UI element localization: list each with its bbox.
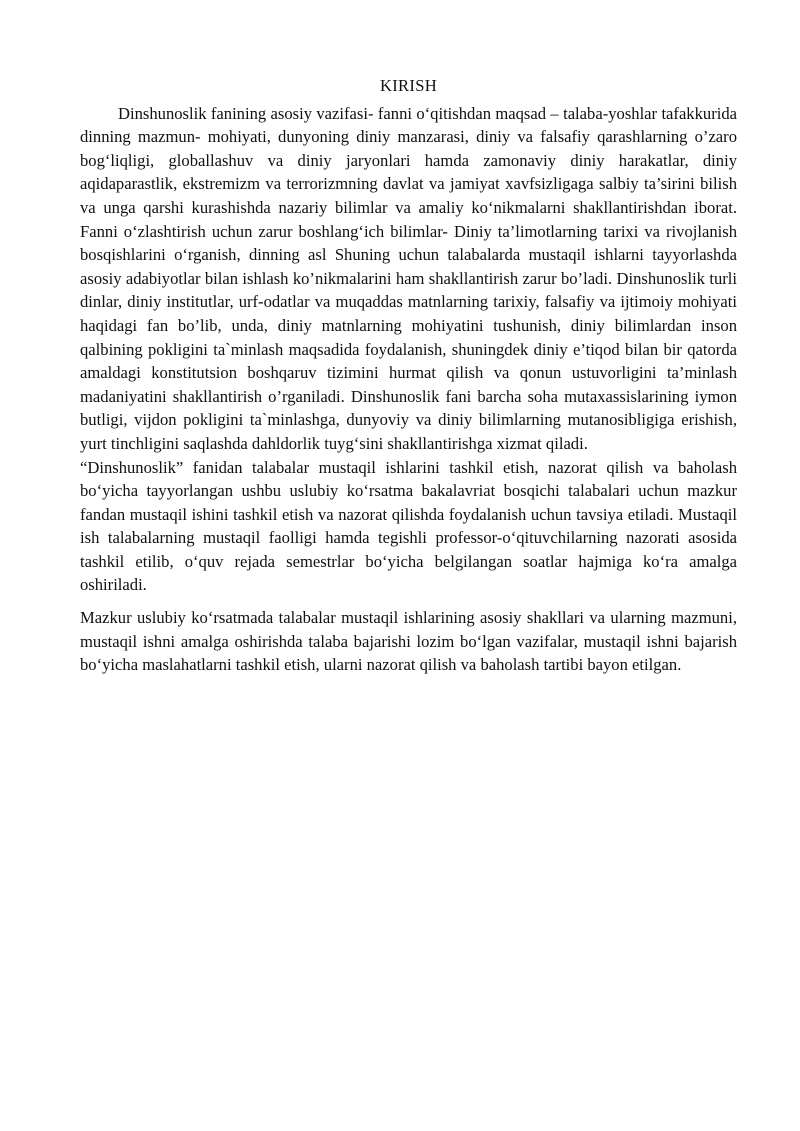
document-body [80,74,737,677]
paragraph-purpose: “Dinshunoslik” fanidan talabalar mustaqil ishlarini tashkil etish, nazorat qilish va baholash bo‘yicha tayyorlangan ushbu uslubiy ko‘rsatma bakalavriat bosqichi talabalari uchun mazkur fandan mustaqil ishini tashkil etish va nazorat qilishda foydalanish uchun tavsiya etiladi. Mustaqil ish talabalarning mustaqil faolligi hamda tegishli professor-o‘qituvchilarning nazorati asosida tashkil etilib, o‘quv rejada semestrlar bo‘yicha belgilangan soatlar hajmiga ko‘ra amalga oshiriladi. [80,457,737,595]
paragraph-contents: Mazkur uslubiy ko‘rsatmada talabalar mustaqil ishlarining asosiy shakllari va ularning mazmuni, mustaqil ishni amalga oshirishda talaba bajarishi lozim bo‘lgan vazifalar, mustaqil ishni bajarish bo‘yicha maslahatlarni tashkil etish, ularni nazorat qilish va baholash tartibi bayon etilgan. [80,608,737,675]
document-title: KIRISH [379,76,438,95]
paragraph-intro: Dinshunoslik fanining asosiy vazifasi- fanni o‘qitishdan maqsad – talaba-yoshlar tafakkurida dinning mazmun- mohiyati, dunyoning diniy manzarasi, diniy va falsafiy qarashlarning o’zaro bog‘liqligi, globallashuv va diniy jaryonlari hamda zamonaviy diniy harakatlar, diniy aqidaparastlik, ekstremizm va terrorizmning davlat va jamiyat xavfsizligaga salbiy ta’sirini bilish va unga qarshi kurashishda nazariy bilimlar va amaliy ko‘nikmalarni shakllantirishdan iborat. Fanni o‘zlashtirish uchun zarur boshlang‘ich bilimlar- Diniy ta’limotlarning tarixi va rivojlanish bosqishlarini o‘rganish, dinning asl Shuning uchun talabalarda mustaqil ishlarni tayyorlashda asosiy adabiyotlar bilan ishlash ko’nikmalarini ham shakllantirish zarur bo’ladi. Dinshunoslik turli dinlar, diniy institutlar, urf-odatlar va muqaddas matnlarning tarixiy, falsafiy va ijtimoiy mohiyati haqidagi fan bo’lib, unda, diniy matnlarning mohiyatini tushunish, diniy bilimlardan inson qalbining pokligini ta`minlash maqsadida foydalanish, shuningdek diniy e’tiqod bilan bir qatorda amaldagi konstitutsion boshqaruv tizimini hurmat qilish va qonun ustuvorligini ta’minlash madaniyatini shakllantirish o’rganiladi. Dinshunoslik fani barcha soha mutaxassislarining iymon butligi, vijdon pokligini ta`minlashga, dunyoviy va diniy bilimlarning mutanosibligiga erishish, yurt tinchligini saqlashda dahldorlik tuyg‘sini shakllantirishga xizmat qiladi. [80,103,737,453]
